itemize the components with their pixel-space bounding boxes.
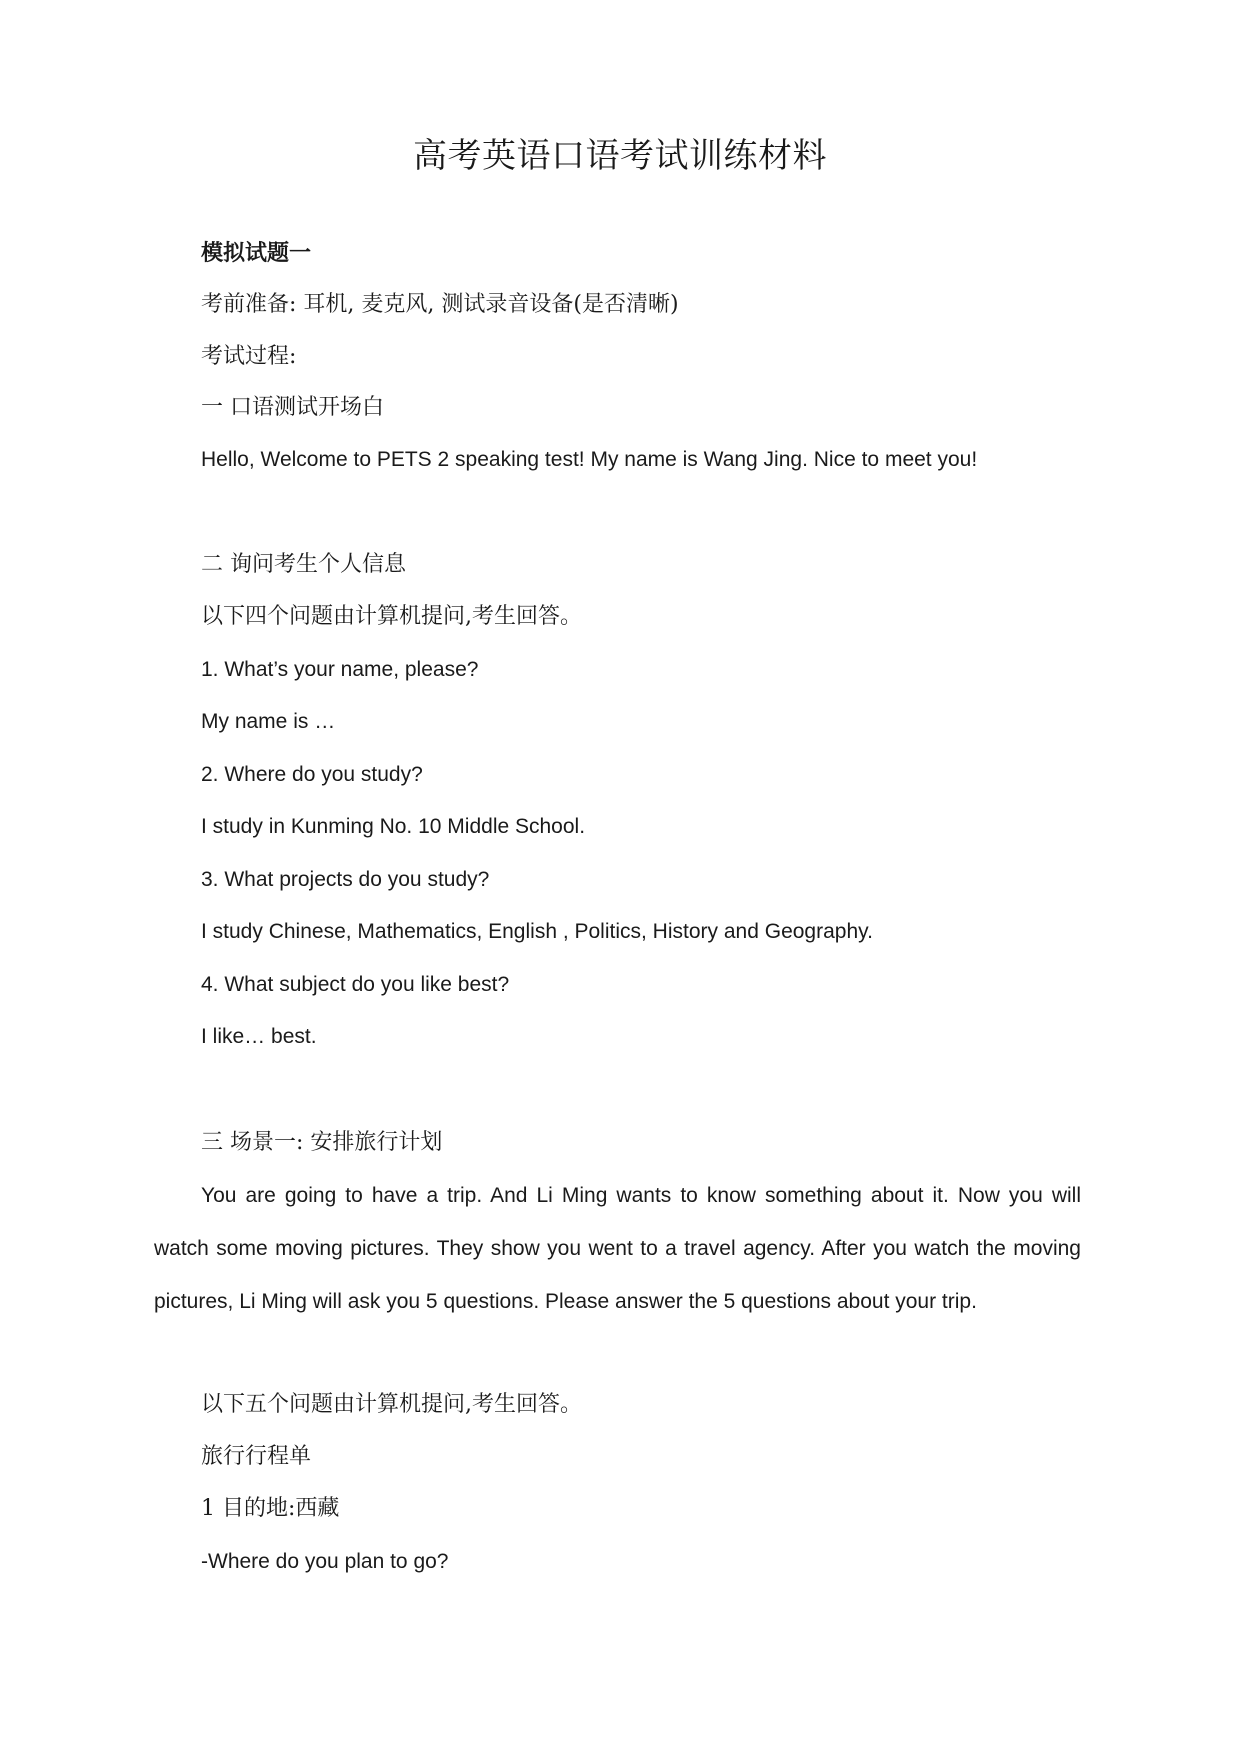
answer-3: I study Chinese, Mathematics, English , Politics, History and Geography.	[201, 920, 873, 943]
answer-2: I study in Kunming No. 10 Middle School.	[201, 815, 586, 838]
part2-intro: 以下四个问题由计算机提问,考生回答。	[201, 604, 582, 629]
question-4: 4. What subject do you like best?	[201, 973, 510, 996]
answer-4: I like… best.	[201, 1025, 317, 1048]
exam-preparation: 考前准备: 耳机, 麦克风, 测试录音设备(是否清晰)	[201, 292, 679, 317]
question-1: 1. What’s your name, please?	[201, 658, 479, 681]
part2-heading: 二 询问考生个人信息	[201, 552, 406, 577]
part1-opening-text: Hello, Welcome to PETS 2 speaking test! My name is Wang Jing. Nice to meet you!	[201, 448, 978, 471]
question-2: 2. Where do you study?	[201, 763, 423, 786]
answer-1: My name is …	[201, 710, 336, 733]
itinerary-question-1: -Where do you plan to go?	[201, 1550, 449, 1573]
part3-heading: 三 场景一: 安排旅行计划	[201, 1130, 443, 1155]
part3-intro: 以下五个问题由计算机提问,考生回答。	[201, 1392, 582, 1417]
part1-heading: 一 口语测试开场白	[201, 395, 384, 420]
scenario-paragraph: You are going to have a trip. And Li Ming wants to know something about it. Now you will watch some moving pictures. They show you went to a travel agency. After you watch the moving pictures, Li Ming will ask you 5 questions. Please answer the 5 questions about your trip.	[154, 1184, 1081, 1313]
document-title: 高考英语口语考试训练材料	[413, 136, 827, 176]
exam-process-label: 考试过程:	[201, 344, 297, 369]
itinerary-item-1: 1 目的地:西藏	[201, 1496, 340, 1521]
itinerary-title: 旅行行程单	[201, 1444, 312, 1469]
section-title: 模拟试题一	[201, 240, 312, 266]
question-3: 3. What projects do you study?	[201, 868, 490, 891]
